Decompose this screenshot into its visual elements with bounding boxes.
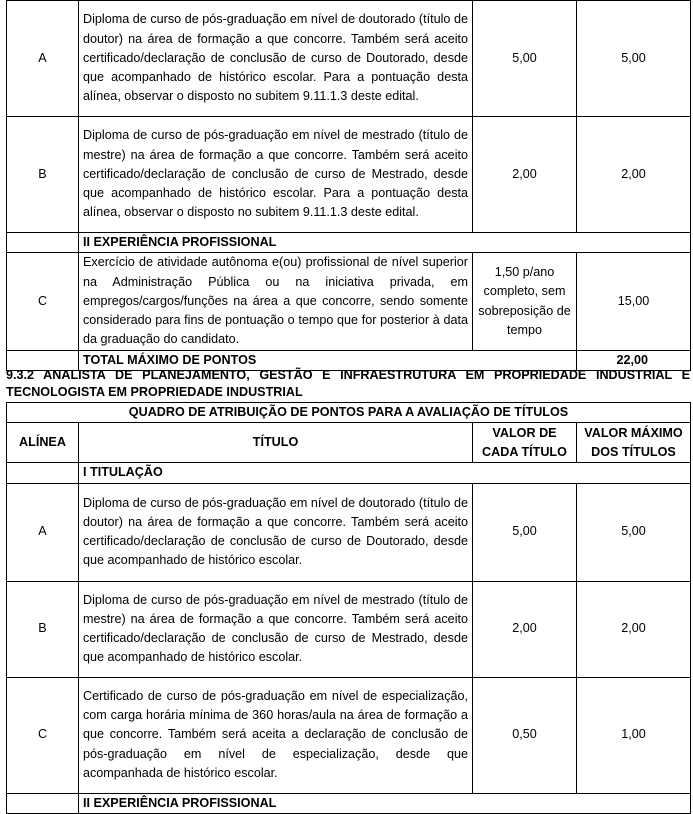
table-row bbox=[7, 483, 691, 581]
max-value: 2,00 bbox=[577, 581, 691, 677]
section-titulacao-label: I TITULAÇÃO bbox=[79, 463, 691, 483]
value-per-title: 1,50 p/ano completo, sem sobreposição de tempo bbox=[473, 253, 577, 350]
section-experience-label: II EXPERIÊNCIA PROFISSIONAL bbox=[79, 793, 691, 813]
total-label: TOTAL MÁXIMO DE PONTOS bbox=[79, 350, 577, 370]
value-per-title: 5,00 bbox=[473, 1, 577, 117]
alinea-letter: B bbox=[7, 117, 79, 233]
alinea-letter: B bbox=[7, 581, 79, 677]
section-row bbox=[7, 233, 691, 253]
table-header-row bbox=[7, 423, 691, 463]
alinea-letter: A bbox=[7, 483, 79, 581]
title-description: Diploma de curso de pós-graduação em nível de mestrado (título de mestre) na área de formação a que concorre. Também será aceito certificado/declaração de conclusão de curso de Mestrado, desde que acompanhado de histórico escolar. Para a pontuação desta alínea, observar o disposto no subitem 9.11.1.3 deste edital. bbox=[79, 117, 473, 233]
max-value: 1,00 bbox=[577, 677, 691, 793]
alinea-letter: C bbox=[7, 677, 79, 793]
section-experience-label: II EXPERIÊNCIA PROFISSIONAL bbox=[79, 233, 691, 253]
table-row bbox=[7, 581, 691, 677]
header-alinea: ALÍNEA bbox=[7, 423, 79, 463]
max-value: 5,00 bbox=[577, 1, 691, 117]
alinea-letter: C bbox=[7, 253, 79, 350]
value-per-title: 5,00 bbox=[473, 483, 577, 581]
title-description: Diploma de curso de pós-graduação em nível de doutorado (título de doutor) na área de formação a que concorre. Também será aceito certificado/declaração de conclusão de curso de Doutorado, desde que acompanhado de histórico escolar. Para a pontuação desta alínea, observar o disposto no subitem 9.11.1.3 deste edital. bbox=[79, 1, 473, 117]
value-per-title: 2,00 bbox=[473, 117, 577, 233]
points-table bbox=[6, 402, 691, 814]
section-row bbox=[7, 463, 691, 483]
title-description: Certificado de curso de pós-graduação em nível de especialização, com carga horária mínima de 360 horas/aula na área de formação a que concorre. Também será aceita a declaração de conclusão de pós-graduação em nível de especialização, desde que acompanhada de histórico escolar. bbox=[79, 677, 473, 793]
table-row bbox=[7, 253, 691, 350]
section-heading: 9.3.2 ANALISTA DE PLANEJAMENTO, GESTÃO E INFRAESTRUTURA EM PROPRIEDADE INDUSTRIAL E TECNOLOGISTA EM PROPRIEDADE INDUSTRIAL bbox=[6, 368, 690, 399]
table-row bbox=[7, 117, 691, 233]
points-table-previous bbox=[6, 0, 691, 371]
table-caption: QUADRO DE ATRIBUIÇÃO DE PONTOS PARA A AVALIAÇÃO DE TÍTULOS bbox=[7, 403, 691, 423]
table-row bbox=[7, 677, 691, 793]
alinea-letter: A bbox=[7, 1, 79, 117]
max-value: 5,00 bbox=[577, 483, 691, 581]
total-value: 22,00 bbox=[577, 350, 691, 370]
header-titulo: TÍTULO bbox=[79, 423, 473, 463]
title-description: Diploma de curso de pós-graduação em nível de mestrado (título de mestre) na área de formação a que concorre. Também será aceito certificado/declaração de conclusão de curso de Mestrado, desde que acompanhado de histórico escolar. bbox=[79, 581, 473, 677]
max-value: 2,00 bbox=[577, 117, 691, 233]
header-valor-cada: VALOR DE CADA TÍTULO bbox=[473, 423, 577, 463]
table-caption-row bbox=[7, 403, 691, 423]
title-description: Exercício de atividade autônoma e(ou) profissional de nível superior na Administração Pública ou na iniciativa privada, em empregos/cargos/funções na área a que concorre, sendo somente considerado para fins de pontuação o tempo que for posterior à data da graduação do candidato. bbox=[79, 253, 473, 350]
value-per-title: 2,00 bbox=[473, 581, 577, 677]
header-valor-maximo: VALOR MÁXIMO DOS TÍTULOS bbox=[577, 423, 691, 463]
title-description: Diploma de curso de pós-graduação em nível de doutorado (título de doutor) na área de formação a que concorre. Também será aceito certificado/declaração de conclusão de curso de Doutorado, desde que acompanhado de histórico escolar. bbox=[79, 483, 473, 581]
table-row bbox=[7, 1, 691, 117]
section-row bbox=[7, 793, 691, 813]
max-value: 15,00 bbox=[577, 253, 691, 350]
value-per-title: 0,50 bbox=[473, 677, 577, 793]
